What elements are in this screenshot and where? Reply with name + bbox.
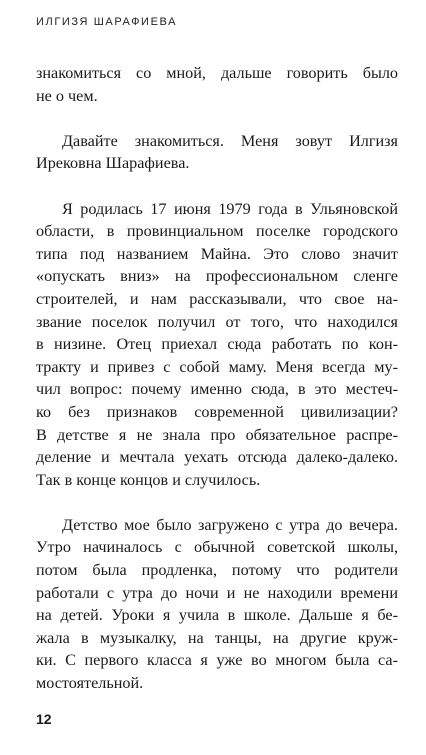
text-line: деление и мечтала уехать отсюда далеко-далеко. [36,448,398,467]
running-head: ИЛГИЗЯ ШАРАФИЕВА [36,16,178,28]
text-line: тракту и привез с собой маму. Меня всегда му- [36,357,398,376]
paragraph-gap [36,107,398,130]
page-body [36,62,398,695]
text-line: жала в музыкалку, на танцы, на другие круж- [36,628,398,647]
text-line: ки. С первого класса я уже во многом была са- [36,651,398,670]
text-line: Детство мое было загружено с утра до вечера. [62,515,398,534]
paragraph-gap [36,491,398,514]
text-line: на детей. Уроки я учила в школе. Дальше я бе- [36,606,398,625]
page-number: 12 [36,711,52,727]
paragraph-gap [36,175,398,198]
paragraph-4 [36,514,398,695]
text-line: в низине. Отец приехал сюда работать по кон- [36,335,398,354]
paragraph-1 [36,62,398,107]
text-line: Я родилась 17 июня 1979 года в Ульяновской [62,199,398,218]
text-line: Так в конце концов и случилось. [36,470,261,489]
text-line: ко без признаков современной цивилизации? [36,402,398,421]
text-line: чил вопрос: почему именно сюда, в это местеч- [36,380,398,399]
text-line: не о чем. [36,86,98,105]
paragraph-3 [36,198,398,492]
text-line: знакомиться со мной, дальше говорить было [36,64,398,82]
text-line: потом была продленка, потому что родители [36,561,398,580]
text-line: работали с утра до ночи и не находили времени [36,583,398,602]
paragraph-2 [36,130,398,175]
text-line: «опускать вниз» на профессиональном сленге [36,267,398,286]
text-line: звание поселок получил от того, что находился [36,312,398,331]
text-line: В детстве я не знала про обязательное распре- [36,425,398,444]
text-line: типа под названием Майна. Это слово значит [36,244,398,263]
text-line: Давайте знакомиться. Меня зовут Илгизя [62,131,398,150]
text-line: области, в провинциальном поселке городского [36,222,398,241]
text-line: Утро начиналось с обычной советской школы, [36,538,398,557]
text-line: Ирековна Шарафиева. [36,154,190,173]
text-line: мостоятельной. [36,674,144,693]
text-line: строителей, и нам рассказывали, что свое на- [36,289,398,308]
